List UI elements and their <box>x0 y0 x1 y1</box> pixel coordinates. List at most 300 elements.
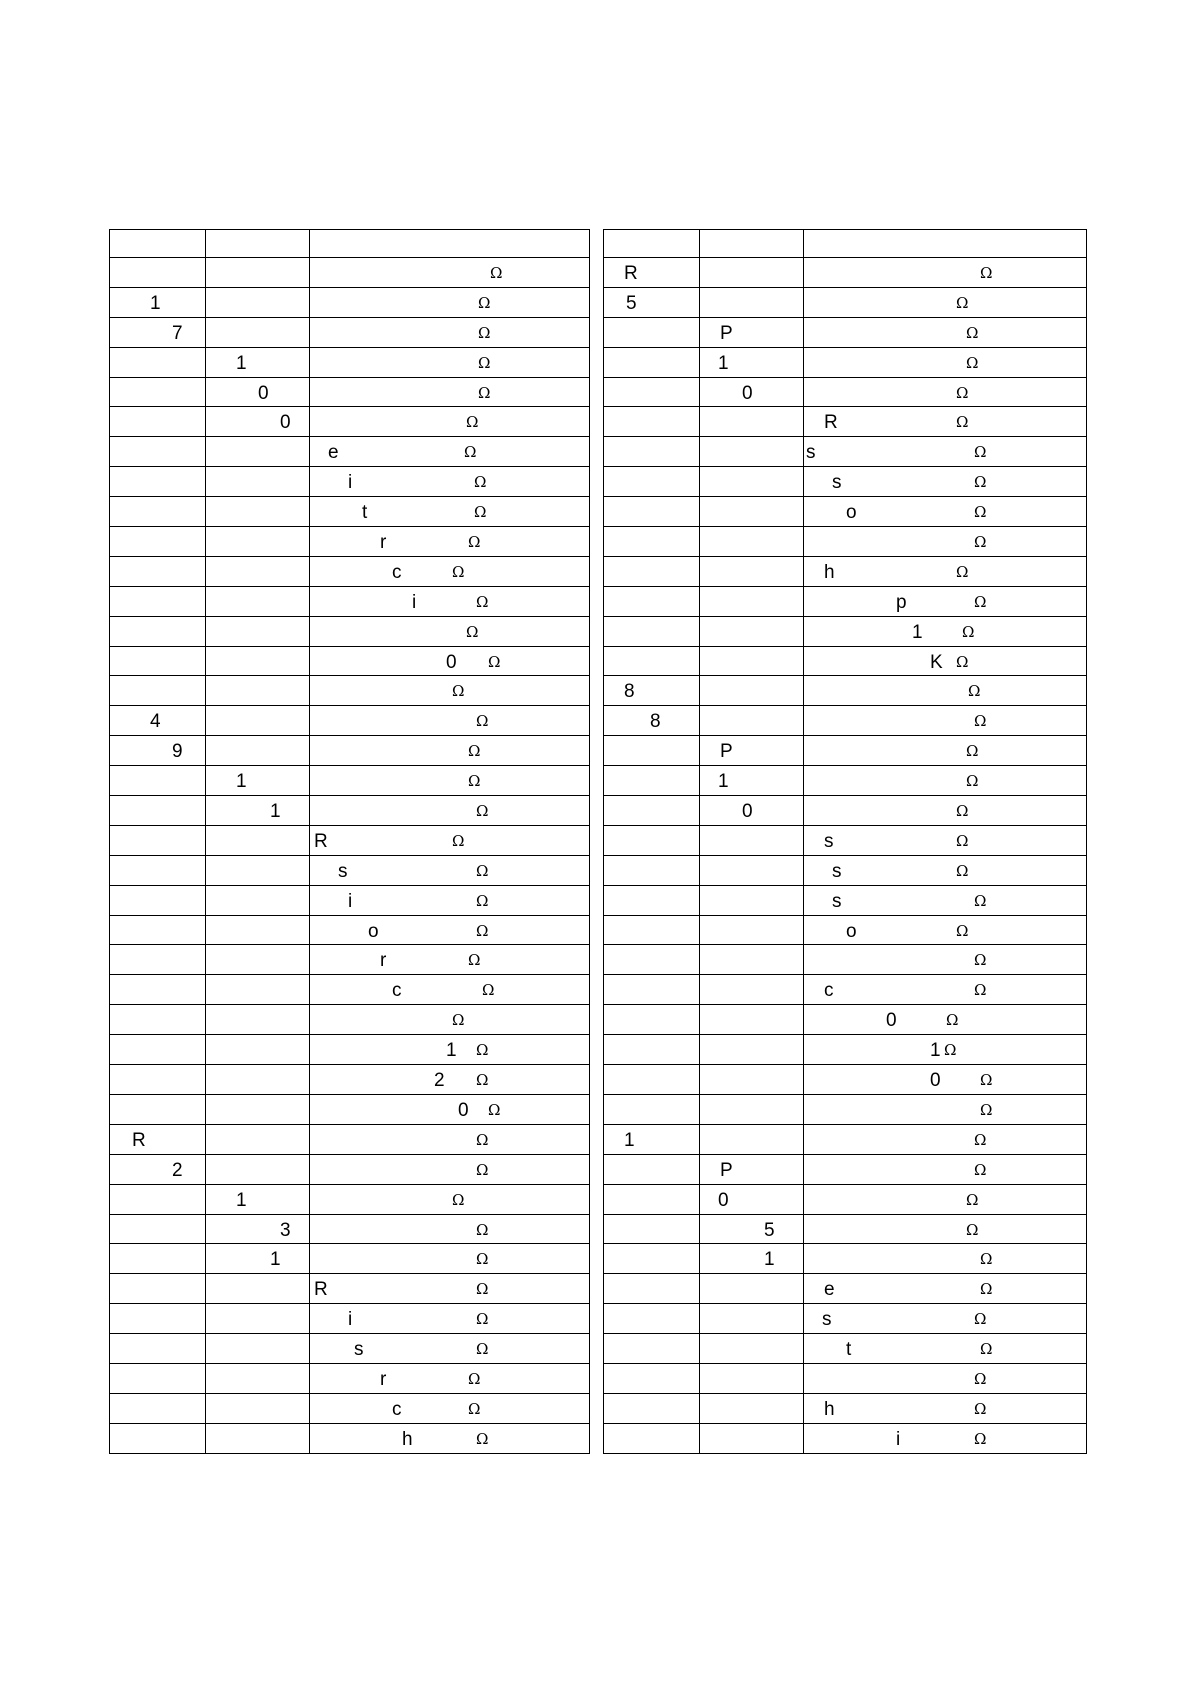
subcode-cell <box>700 736 804 766</box>
value-cell <box>310 1154 590 1184</box>
cell-text: 1 <box>446 1040 457 1062</box>
value-cell <box>804 766 1087 796</box>
value-cell <box>310 556 590 586</box>
subcode-cell <box>206 706 310 736</box>
table-row <box>110 1423 590 1453</box>
table-row <box>110 825 590 855</box>
value-cell <box>804 1035 1087 1065</box>
subcode-cell <box>206 407 310 437</box>
value-cell <box>804 556 1087 586</box>
cell-text: 1 <box>270 1249 281 1271</box>
ohm-symbol: Ω <box>974 533 987 552</box>
ohm-symbol: Ω <box>966 1190 979 1209</box>
table-row <box>604 855 1087 885</box>
ohm-symbol: Ω <box>468 1369 481 1388</box>
subcode-cell <box>206 437 310 467</box>
subcode-cell <box>700 347 804 377</box>
table-row <box>604 1184 1087 1214</box>
code-cell <box>110 1065 206 1095</box>
ohm-symbol: Ω <box>974 1130 987 1149</box>
cell-text: i <box>348 472 353 494</box>
value-cell <box>804 885 1087 915</box>
value-cell <box>310 706 590 736</box>
ohm-symbol: Ω <box>466 622 479 641</box>
ohm-symbol: Ω <box>466 413 479 432</box>
code-cell <box>110 945 206 975</box>
value-cell <box>310 1244 590 1274</box>
cell-text: 2 <box>172 1159 183 1181</box>
cell-text: 0 <box>742 801 753 823</box>
cell-text: h <box>824 1398 835 1420</box>
code-cell <box>604 975 700 1005</box>
cell-text: R <box>314 830 328 852</box>
code-cell <box>110 1214 206 1244</box>
subcode-cell <box>206 1214 310 1244</box>
cell-text: 0 <box>258 382 269 404</box>
subcode-cell <box>700 1363 804 1393</box>
cell-text: r <box>380 950 387 972</box>
value-cell <box>804 736 1087 766</box>
ohm-symbol: Ω <box>452 831 465 850</box>
cell-text: p <box>896 591 907 613</box>
subcode-cell <box>206 1393 310 1423</box>
cell-text: 1 <box>764 1249 775 1271</box>
value-cell <box>310 1035 590 1065</box>
subcode-cell <box>700 407 804 437</box>
subcode-cell <box>206 467 310 497</box>
value-cell <box>804 1334 1087 1364</box>
ohm-symbol: Ω <box>476 1340 489 1359</box>
table-row <box>604 646 1087 676</box>
code-cell <box>604 676 700 706</box>
table-row <box>604 1065 1087 1095</box>
ohm-symbol: Ω <box>980 1250 993 1269</box>
cell-text: i <box>348 890 353 912</box>
table-row <box>604 616 1087 646</box>
ohm-symbol: Ω <box>980 1071 993 1090</box>
table-row <box>110 915 590 945</box>
table-row <box>110 945 590 975</box>
table-row <box>110 855 590 885</box>
cell-text: R <box>132 1129 146 1151</box>
table-row <box>110 1035 590 1065</box>
code-cell <box>604 945 700 975</box>
ohm-symbol: Ω <box>966 742 979 761</box>
value-cell <box>310 467 590 497</box>
value-cell <box>310 1363 590 1393</box>
cell-text: 0 <box>886 1010 897 1032</box>
value-cell <box>804 1065 1087 1095</box>
table-row <box>110 885 590 915</box>
ohm-symbol: Ω <box>974 891 987 910</box>
ohm-symbol: Ω <box>980 1280 993 1299</box>
table-row <box>604 1334 1087 1364</box>
subcode-cell <box>700 945 804 975</box>
table-row <box>604 885 1087 915</box>
cell-text: 0 <box>742 382 753 404</box>
subcode-cell <box>700 706 804 736</box>
table-row <box>604 1005 1087 1035</box>
value-cell <box>804 1393 1087 1423</box>
subcode-cell <box>206 1035 310 1065</box>
cell-text: c <box>392 1398 402 1420</box>
cell-text: P <box>720 1159 733 1181</box>
cell-text: s <box>832 890 842 912</box>
subcode-cell <box>206 347 310 377</box>
table-row <box>604 1304 1087 1334</box>
value-cell <box>310 796 590 826</box>
code-cell <box>110 676 206 706</box>
code-cell <box>604 586 700 616</box>
subcode-cell <box>700 287 804 317</box>
cell-text: 1 <box>624 1129 635 1151</box>
subcode-cell <box>206 230 310 258</box>
table-row <box>604 1214 1087 1244</box>
cell-text: P <box>720 322 733 344</box>
ohm-symbol: Ω <box>474 473 487 492</box>
code-cell <box>110 1035 206 1065</box>
right-parts-table <box>603 229 1087 1454</box>
value-cell <box>804 855 1087 885</box>
table-row <box>604 825 1087 855</box>
value-cell <box>310 317 590 347</box>
ohm-symbol: Ω <box>956 383 969 402</box>
code-cell <box>110 766 206 796</box>
ohm-symbol: Ω <box>476 1429 489 1448</box>
value-cell <box>804 1154 1087 1184</box>
value-cell <box>804 1244 1087 1274</box>
value-cell <box>310 1214 590 1244</box>
ohm-symbol: Ω <box>476 891 489 910</box>
code-cell <box>110 497 206 527</box>
ohm-symbol: Ω <box>476 1280 489 1299</box>
subcode-cell <box>700 556 804 586</box>
ohm-symbol: Ω <box>968 682 981 701</box>
code-cell <box>604 287 700 317</box>
code-cell <box>110 975 206 1005</box>
code-cell <box>604 1363 700 1393</box>
code-cell <box>604 796 700 826</box>
subcode-cell <box>206 945 310 975</box>
value-cell <box>804 407 1087 437</box>
cell-text: R <box>314 1279 328 1301</box>
value-cell <box>310 1334 590 1364</box>
cell-text: 2 <box>434 1070 445 1092</box>
code-cell <box>110 915 206 945</box>
table-row <box>110 1184 590 1214</box>
cell-text: 3 <box>280 1219 291 1241</box>
value-cell <box>310 825 590 855</box>
table-row <box>604 258 1087 288</box>
subcode-cell <box>206 317 310 347</box>
ohm-symbol: Ω <box>974 1369 987 1388</box>
code-cell <box>110 1334 206 1364</box>
code-cell <box>604 1244 700 1274</box>
ohm-symbol: Ω <box>464 443 477 462</box>
table-row <box>604 1274 1087 1304</box>
code-cell <box>604 1423 700 1453</box>
subcode-cell <box>206 1274 310 1304</box>
table-row <box>604 1244 1087 1274</box>
value-cell <box>804 945 1087 975</box>
subcode-cell <box>206 1334 310 1364</box>
value-cell <box>310 1423 590 1453</box>
cell-text: i <box>896 1428 901 1450</box>
cell-text: 1 <box>236 771 247 793</box>
cell-text: 1 <box>930 1040 941 1062</box>
code-cell <box>110 377 206 407</box>
code-cell <box>604 1124 700 1154</box>
table-row <box>110 377 590 407</box>
ohm-symbol: Ω <box>468 742 481 761</box>
ohm-symbol: Ω <box>980 1100 993 1119</box>
subcode-cell <box>206 1124 310 1154</box>
ohm-symbol: Ω <box>488 1100 501 1119</box>
code-cell <box>604 1035 700 1065</box>
table-row <box>604 706 1087 736</box>
value-cell <box>310 1005 590 1035</box>
code-cell <box>110 736 206 766</box>
table-row <box>604 676 1087 706</box>
table-row <box>604 945 1087 975</box>
subcode-cell <box>206 497 310 527</box>
ohm-symbol: Ω <box>956 652 969 671</box>
subcode-cell <box>700 437 804 467</box>
subcode-cell <box>700 616 804 646</box>
table-row <box>604 317 1087 347</box>
table-row <box>110 1214 590 1244</box>
subcode-cell <box>700 646 804 676</box>
ohm-symbol: Ω <box>966 1220 979 1239</box>
table-row <box>110 1005 590 1035</box>
cell-text: e <box>328 442 339 464</box>
subcode-cell <box>700 527 804 557</box>
subcode-cell <box>206 616 310 646</box>
subcode-cell <box>700 1005 804 1035</box>
value-cell <box>804 586 1087 616</box>
table-row <box>110 1274 590 1304</box>
table-row <box>604 766 1087 796</box>
ohm-symbol: Ω <box>980 1340 993 1359</box>
value-cell <box>310 885 590 915</box>
value-cell <box>310 945 590 975</box>
cell-text: 0 <box>280 412 291 434</box>
ohm-symbol: Ω <box>966 353 979 372</box>
value-cell <box>310 736 590 766</box>
ohm-symbol: Ω <box>956 831 969 850</box>
cell-text: 1 <box>150 292 161 314</box>
subcode-cell <box>700 1334 804 1364</box>
subcode-cell <box>700 1393 804 1423</box>
subcode-cell <box>700 497 804 527</box>
value-cell <box>804 796 1087 826</box>
table-row <box>110 1154 590 1184</box>
subcode-cell <box>206 556 310 586</box>
subcode-cell <box>700 1214 804 1244</box>
cell-text: o <box>846 502 857 524</box>
value-cell <box>804 1304 1087 1334</box>
cell-text: s <box>832 472 842 494</box>
table-row <box>110 317 590 347</box>
ohm-symbol: Ω <box>974 1160 987 1179</box>
ohm-symbol: Ω <box>452 1190 465 1209</box>
code-cell <box>110 1005 206 1035</box>
subcode-cell <box>700 230 804 258</box>
ohm-symbol: Ω <box>452 682 465 701</box>
code-cell <box>604 497 700 527</box>
subcode-cell <box>700 1124 804 1154</box>
value-cell <box>804 347 1087 377</box>
code-cell <box>604 616 700 646</box>
code-cell <box>110 556 206 586</box>
subcode-cell <box>700 855 804 885</box>
ohm-symbol: Ω <box>974 592 987 611</box>
value-cell <box>804 616 1087 646</box>
code-cell <box>604 1184 700 1214</box>
code-cell <box>604 766 700 796</box>
ohm-symbol: Ω <box>476 1041 489 1060</box>
subcode-cell <box>700 885 804 915</box>
ohm-symbol: Ω <box>974 473 987 492</box>
subcode-cell <box>206 885 310 915</box>
value-cell <box>804 915 1087 945</box>
table-row <box>110 736 590 766</box>
subcode-cell <box>206 1094 310 1124</box>
subcode-cell <box>700 825 804 855</box>
code-cell <box>604 1393 700 1423</box>
cell-text: 1 <box>718 352 729 374</box>
code-cell <box>604 407 700 437</box>
code-cell <box>604 556 700 586</box>
subcode-cell <box>206 736 310 766</box>
table-row <box>110 1244 590 1274</box>
cell-text: s <box>354 1339 364 1361</box>
value-cell <box>310 287 590 317</box>
ohm-symbol: Ω <box>476 1310 489 1329</box>
value-cell <box>310 230 590 258</box>
table-row <box>110 1065 590 1095</box>
code-cell <box>604 258 700 288</box>
subcode-cell <box>206 1184 310 1214</box>
cell-text: 9 <box>172 741 183 763</box>
table-row <box>110 1334 590 1364</box>
subcode-cell <box>700 317 804 347</box>
ohm-symbol: Ω <box>452 1011 465 1030</box>
code-cell <box>604 915 700 945</box>
cell-text: 0 <box>446 651 457 673</box>
code-cell <box>604 855 700 885</box>
ohm-symbol: Ω <box>476 802 489 821</box>
code-cell <box>604 1065 700 1095</box>
code-cell <box>110 1393 206 1423</box>
code-cell <box>604 825 700 855</box>
subcode-cell <box>700 377 804 407</box>
table-row <box>110 1124 590 1154</box>
ohm-symbol: Ω <box>974 1399 987 1418</box>
table-row <box>110 1304 590 1334</box>
code-cell <box>604 706 700 736</box>
subcode-cell <box>206 1154 310 1184</box>
cell-text: t <box>362 502 368 524</box>
subcode-cell <box>700 975 804 1005</box>
code-cell <box>604 1304 700 1334</box>
cell-text: 0 <box>930 1070 941 1092</box>
ohm-symbol: Ω <box>944 1041 957 1060</box>
value-cell <box>804 1124 1087 1154</box>
value-cell <box>310 527 590 557</box>
ohm-symbol: Ω <box>452 562 465 581</box>
code-cell <box>110 706 206 736</box>
ohm-symbol: Ω <box>980 264 993 282</box>
subcode-cell <box>206 1304 310 1334</box>
value-cell <box>804 706 1087 736</box>
table-row <box>604 1035 1087 1065</box>
ohm-symbol: Ω <box>962 622 975 641</box>
code-cell <box>604 1094 700 1124</box>
table-row <box>604 527 1087 557</box>
cell-text: c <box>824 980 834 1002</box>
code-cell <box>110 1124 206 1154</box>
value-cell <box>310 1094 590 1124</box>
ohm-symbol: Ω <box>974 503 987 522</box>
ohm-symbol: Ω <box>468 1399 481 1418</box>
table-row <box>110 527 590 557</box>
table-row <box>604 377 1087 407</box>
ohm-symbol: Ω <box>956 293 969 312</box>
ohm-symbol: Ω <box>476 1160 489 1179</box>
table-row <box>110 646 590 676</box>
ohm-symbol: Ω <box>478 323 491 342</box>
ohm-symbol: Ω <box>974 981 987 1000</box>
code-cell <box>110 825 206 855</box>
left-parts-table <box>109 229 590 1454</box>
cell-text: i <box>412 591 417 613</box>
cell-text: 1 <box>236 352 247 374</box>
code-cell <box>604 1005 700 1035</box>
cell-text: o <box>846 920 857 942</box>
cell-text: s <box>822 1309 832 1331</box>
table-row <box>110 616 590 646</box>
value-cell <box>310 437 590 467</box>
cell-text: t <box>846 1339 852 1361</box>
subcode-cell <box>700 1035 804 1065</box>
table-row <box>110 796 590 826</box>
subcode-cell <box>206 915 310 945</box>
ohm-symbol: Ω <box>956 802 969 821</box>
cell-text: 5 <box>626 292 637 314</box>
subcode-cell <box>206 796 310 826</box>
subcode-cell <box>206 586 310 616</box>
code-cell <box>604 1214 700 1244</box>
ohm-symbol: Ω <box>476 861 489 880</box>
value-cell <box>310 1184 590 1214</box>
table-row <box>604 736 1087 766</box>
value-cell <box>804 527 1087 557</box>
value-cell <box>310 1065 590 1095</box>
table-row <box>110 467 590 497</box>
subcode-cell <box>700 1244 804 1274</box>
code-cell <box>110 1363 206 1393</box>
cell-text: P <box>720 741 733 763</box>
ohm-symbol: Ω <box>476 921 489 940</box>
value-cell <box>310 258 590 288</box>
value-cell <box>310 975 590 1005</box>
code-cell <box>604 467 700 497</box>
cell-text: R <box>624 263 638 284</box>
table-row <box>110 437 590 467</box>
ohm-symbol: Ω <box>468 772 481 791</box>
cell-text: K <box>930 651 943 673</box>
